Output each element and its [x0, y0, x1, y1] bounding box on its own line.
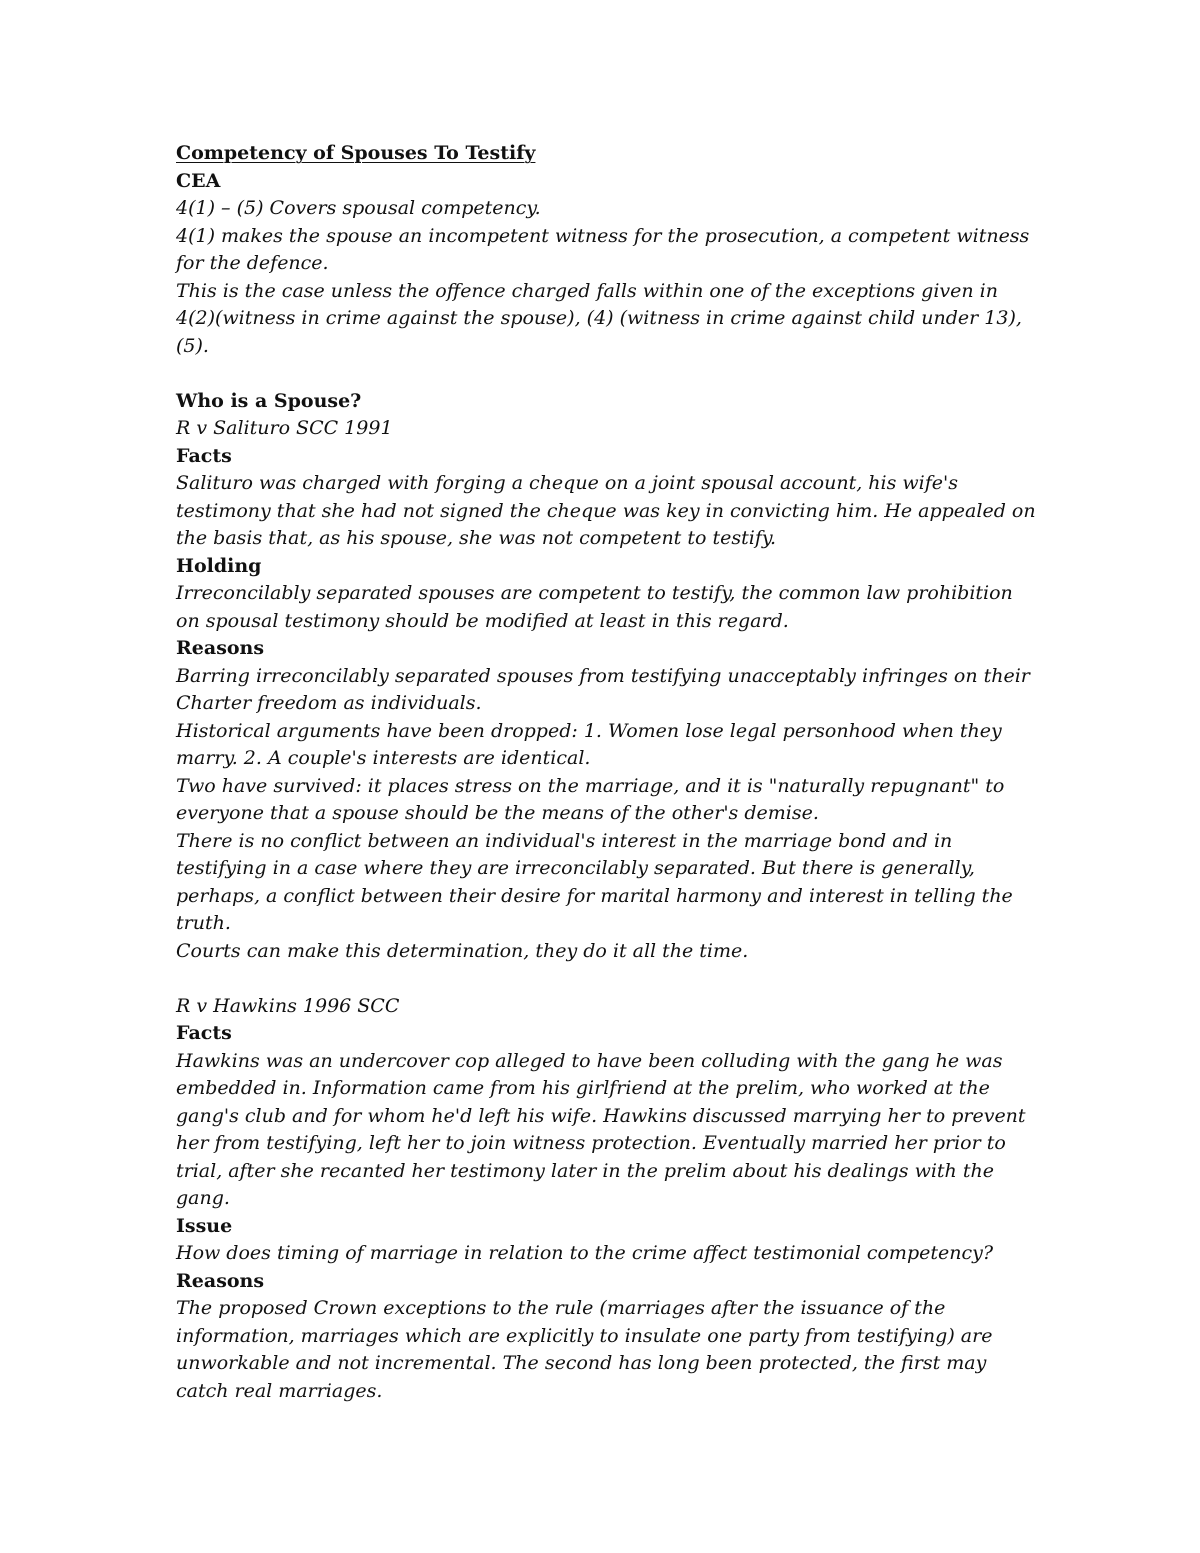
cea-paragraph: 4(1) makes the spouse an incompetent witness for the prosecution, a competent witness for the defence.: [176, 224, 1030, 274]
salituro-reason: Courts can make this determination, they do it all the time.: [176, 939, 749, 962]
salituro-reason: There is no conflict between an individual's interest in the marriage bond and in testifying in a case where they are irreconcilably separated. But there is generally, perhaps, a conflict between their desire for marital harmony and interest in telling the truth.: [176, 829, 1013, 934]
salituro-reason: Two have survived: it places stress on the marriage, and it is "naturally repugnant" to everyone that a spouse should be the means of the other's demise.: [176, 774, 1005, 824]
reasons-heading: Reasons: [176, 637, 265, 659]
blank-line: [176, 965, 1036, 993]
facts-heading: Facts: [176, 444, 232, 467]
case-name-salituro: R v Salituro SCC 1991: [176, 417, 393, 439]
salituro-reason: Barring irreconcilably separated spouses from testifying unacceptably infringes on their Charter freedom as individuals.: [176, 664, 1030, 714]
case-name-hawkins: R v Hawkins 1996 SCC: [176, 994, 400, 1017]
section-heading-who-is-spouse: Who is a Spouse?: [176, 389, 362, 412]
issue-heading: Issue: [176, 1214, 233, 1237]
salituro-facts: Salituro was charged with forging a cheque on a joint spousal account, his wife's testimony that she had not signed the cheque was key in convicting him. He appealed on the basis that, as his spouse, she was not competent to testify.: [176, 472, 1036, 549]
cea-paragraph: 4(1) – (5) Covers spousal competency.: [176, 197, 541, 219]
hawkins-issue: How does timing of marriage in relation to the crime affect testimonial competency?: [176, 1242, 994, 1264]
hawkins-reason: The proposed Crown exceptions to the rule (marriages after the issuance of the information, marriages which are explicitly to insulate one party from testifying) are unworkable and not incremental. The second has long been protected, the first may catch real marriages.: [176, 1297, 993, 1402]
cea-paragraph: This is the case unless the offence charged falls within one of the exceptions given in 4(2)(witness in crime against the spouse), (4) (witness in crime against child under 13), (5).: [176, 279, 1022, 357]
document-page: [176, 140, 1036, 1405]
facts-heading: Facts: [176, 1022, 232, 1044]
reasons-heading: Reasons: [176, 1269, 265, 1292]
holding-heading: Holding: [176, 554, 262, 577]
document-title: Competency of Spouses To Testify: [176, 142, 536, 164]
salituro-reason: Historical arguments have been dropped: 1. Women lose legal personhood when they marry. 2. A couple's interests are identical.: [176, 719, 1002, 769]
salituro-holding: Irreconcilably separated spouses are competent to testify, the common law prohibition on spousal testimony should be modified at least in this regard.: [176, 582, 1013, 632]
blank-line: [176, 360, 1036, 388]
section-heading-cea: CEA: [176, 169, 221, 192]
hawkins-facts: Hawkins was an undercover cop alleged to have been colluding with the gang he was embedded in. Information came from his girlfriend at the prelim, who worked at the gang's club and for whom he'd left his wife. Hawkins discussed marrying her to prevent her from testifying, left her to join witness protection. Eventually married her prior to trial, after she recanted her testimony later in the prelim about his dealings with the gang.: [176, 1049, 1026, 1209]
